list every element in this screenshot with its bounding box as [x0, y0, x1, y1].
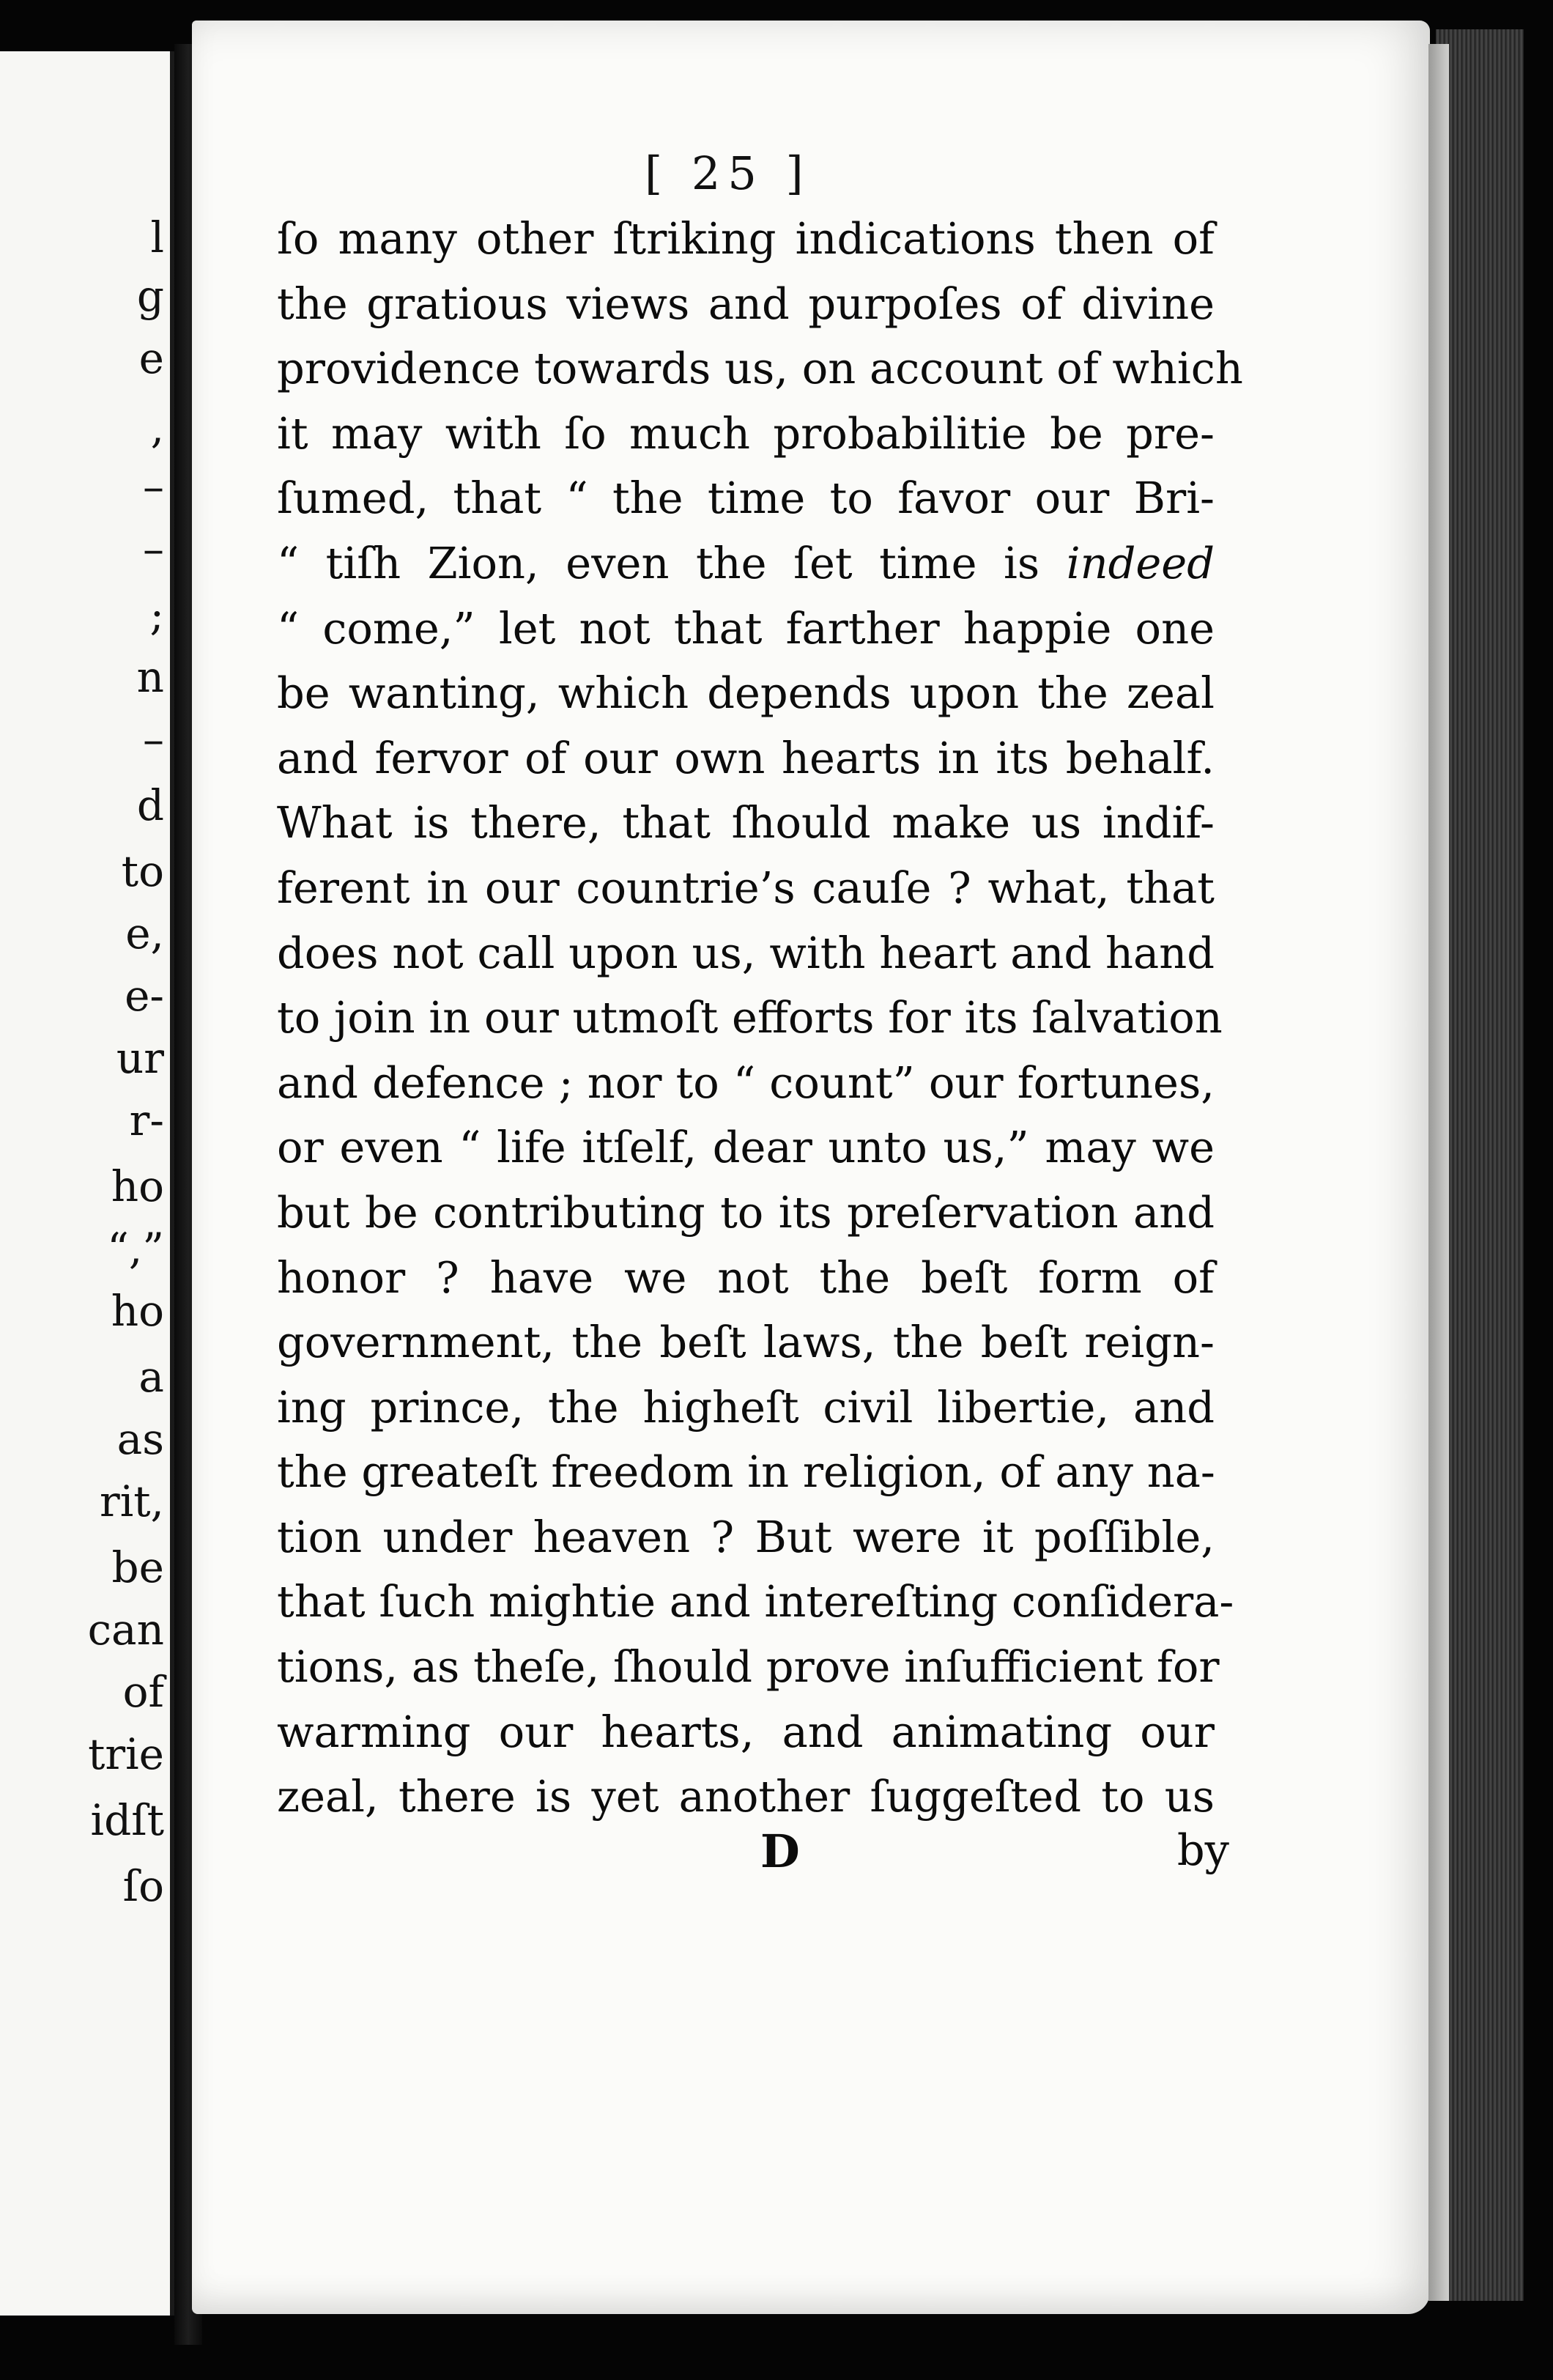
- left-page-fragment: can: [87, 1605, 164, 1655]
- catchword: by: [1176, 1825, 1229, 1875]
- left-page-fragment: e-: [125, 971, 164, 1021]
- text-line: providence towards us, on account of which: [277, 343, 1243, 394]
- left-page-fragment: ho: [111, 1161, 164, 1211]
- text-line: government, the beſt laws, the beſt reign-: [277, 1317, 1215, 1368]
- page-stack-edges: [1436, 29, 1524, 2301]
- left-page-fragment: as: [116, 1414, 164, 1464]
- signature-mark: D: [760, 1825, 800, 1878]
- left-page-fragment: –: [143, 462, 164, 511]
- left-page-fragment: e,: [125, 909, 164, 958]
- text-line: honor ? have we not the beſt form of: [277, 1252, 1215, 1303]
- text-line: ſo many other ſtriking indications then of: [277, 213, 1215, 264]
- left-page-fragment: ,: [150, 403, 164, 453]
- italic-word: indeed: [1066, 537, 1215, 588]
- left-page-fragment: r-: [129, 1095, 164, 1145]
- left-page-fragment: g: [136, 271, 164, 321]
- left-page-fragment: to: [121, 846, 164, 896]
- left-page-fragment: ſo: [122, 1861, 164, 1911]
- left-page-fragment: e: [138, 333, 164, 383]
- left-page-fragment: d: [136, 780, 164, 830]
- left-page-fragment: ;: [149, 590, 164, 640]
- text-line: and fervor of our own hearts in its behalf.: [277, 732, 1215, 783]
- left-facing-page: [0, 51, 174, 2316]
- text-line: and defence ; nor to “ count” our fortunes,: [277, 1057, 1215, 1108]
- left-page-fragment: idſt: [90, 1795, 164, 1845]
- text-line: warming our hearts, and animating our: [277, 1706, 1215, 1757]
- text-line: ing prince, the higheſt civil libertie, and: [277, 1381, 1215, 1433]
- text-line: [277, 531, 1215, 596]
- text-line: zeal, there is yet another ſuggeſted to us: [277, 1771, 1215, 1822]
- text-line: tions, as theſe, ſhould prove inſufficient for: [277, 1641, 1220, 1693]
- text-line: that ſuch mightie and intereſting conſidera-: [277, 1576, 1234, 1627]
- left-page-fragment: “,”: [107, 1224, 164, 1274]
- left-page-fragment: trie: [88, 1729, 164, 1779]
- left-page-fragment: ho: [111, 1286, 164, 1336]
- text-line: “ come,” let not that farther happie one: [277, 602, 1215, 654]
- text-line: the greateſt freedom in religion, of any na-: [277, 1446, 1215, 1498]
- left-page-fragment: –: [143, 714, 164, 764]
- left-page-fragment: –: [143, 524, 164, 574]
- text-line: be wanting, which depends upon the zeal: [277, 668, 1215, 719]
- text-line: the gratious views and purpoſes of divine: [277, 278, 1215, 329]
- text-line: ferent in our countrie’s cauſe ? what, that: [277, 862, 1215, 913]
- text-line: but be contributing to its preſervation and: [277, 1186, 1215, 1238]
- left-page-fragment: l: [150, 212, 164, 262]
- text-line: tion under heaven ? But were it poſſible,: [277, 1511, 1215, 1562]
- text-line: it may with ſo much probabilitie be pre-: [277, 407, 1215, 459]
- page-number: [ 25 ]: [645, 147, 811, 200]
- body-text: [277, 207, 1243, 1830]
- left-page-fragment: of: [122, 1667, 164, 1717]
- left-page-fragment: n: [136, 652, 164, 702]
- left-page-fragment: ur: [116, 1033, 164, 1083]
- left-page-fragment: be: [111, 1542, 164, 1592]
- left-page-fragment: a: [138, 1352, 164, 1402]
- text-line: to join in our utmoſt efforts for its ſalvation: [277, 992, 1223, 1043]
- text-line: does not call upon us, with heart and hand: [277, 927, 1215, 978]
- text-line: What is there, that ſhould make us indif-: [277, 797, 1215, 849]
- text-line: or even “ life itſelf, dear unto us,” may we: [277, 1122, 1215, 1173]
- text-line-main: “ tiſh Zion, even the ſet time is: [277, 537, 1040, 588]
- left-page-fragment: rit,: [99, 1477, 164, 1526]
- page-edge-highlight: [1428, 44, 1449, 2301]
- text-line: ſumed, that “ the time to favor our Bri-: [277, 473, 1215, 524]
